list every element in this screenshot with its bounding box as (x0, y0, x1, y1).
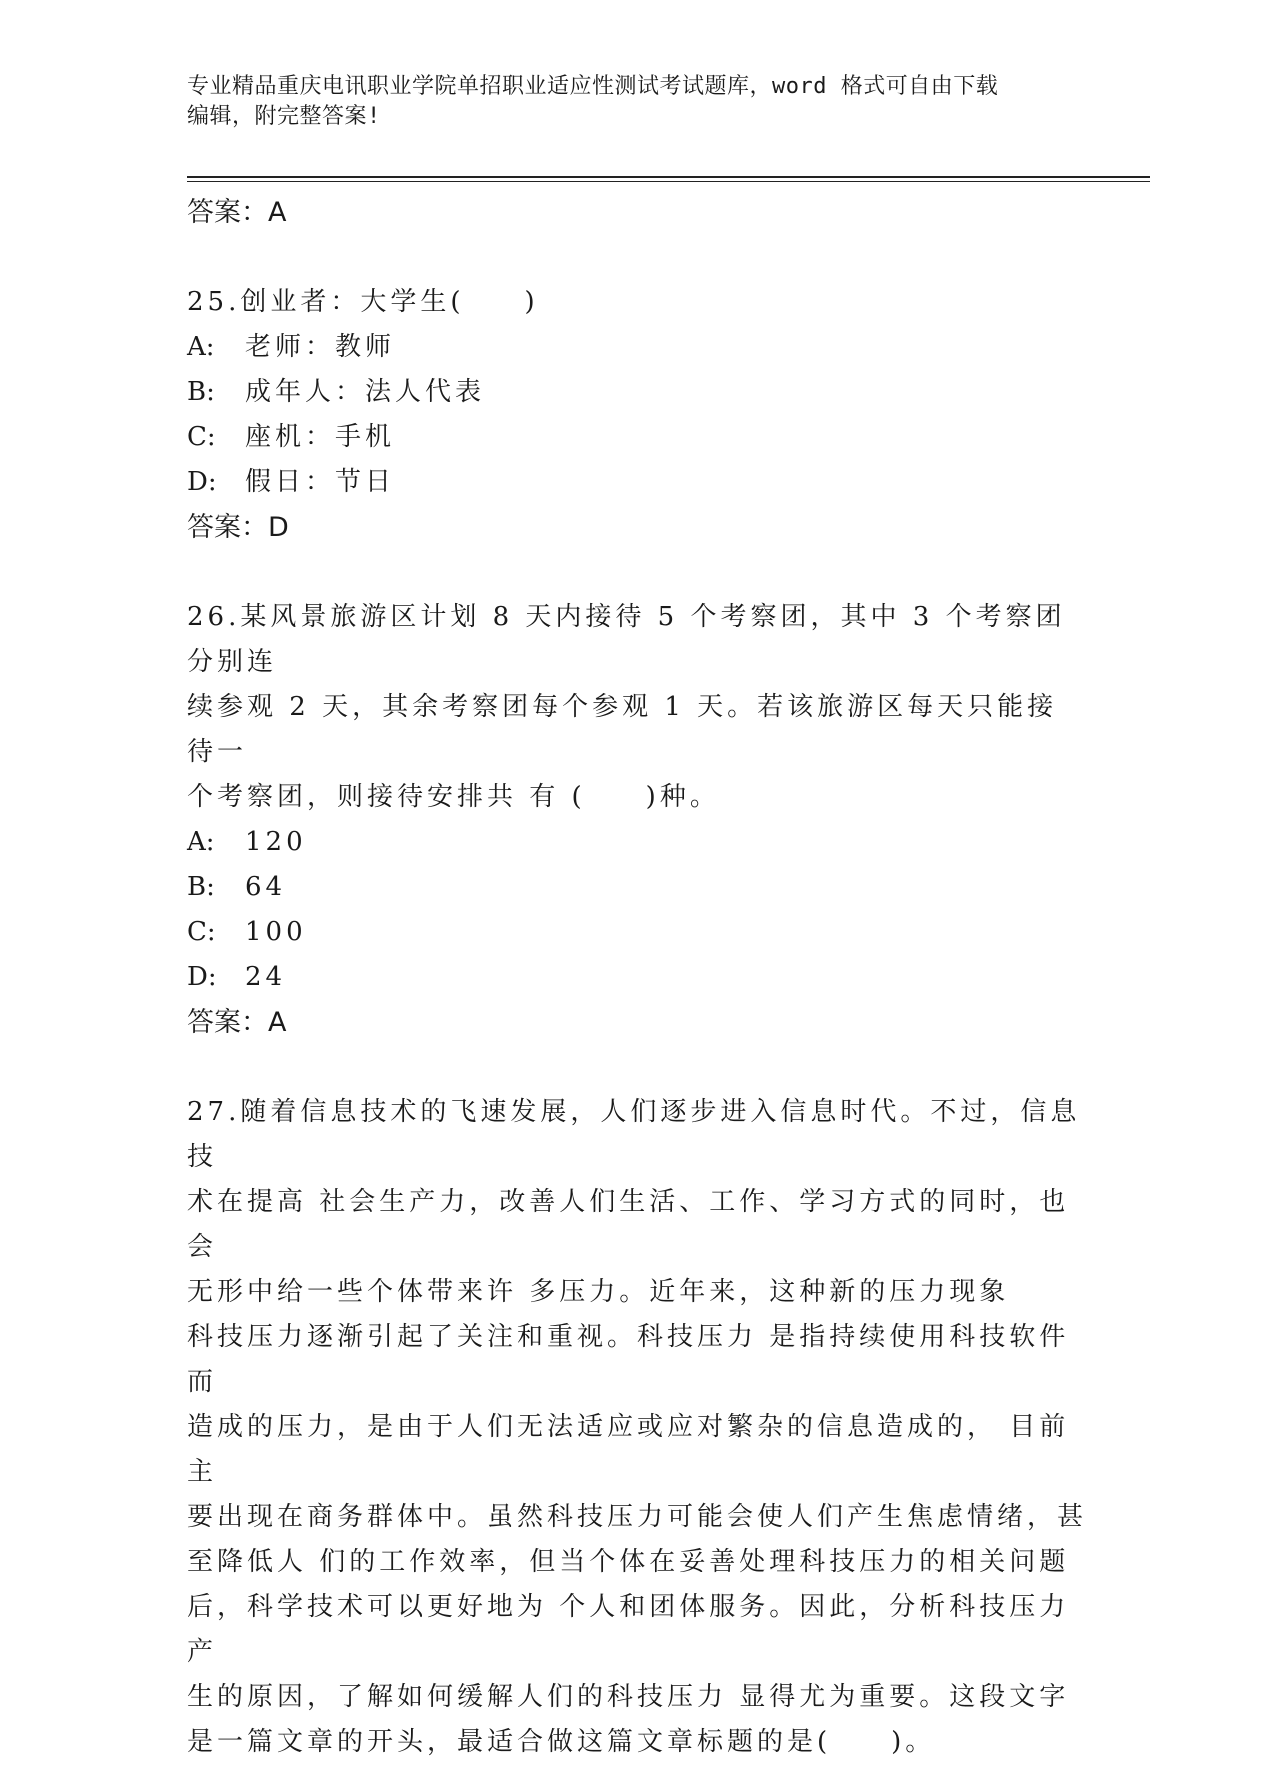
option-text: 100 (245, 917, 307, 947)
question-27-stem-line-4: 科技压力逐渐引起了关注和重视。科技压力 是指持续使用科技软件而 (187, 1322, 1070, 1397)
question-25-option-c (187, 415, 1087, 460)
header-line-2: 编辑，附完整答案! (187, 104, 381, 129)
option-label: D: (187, 467, 217, 497)
question-26-stem-line-2: 续参观 2 天，其余考察团每个参观 1 天。若该旅游区每天只能接待一 (187, 692, 1058, 767)
option-label: B: (187, 872, 215, 902)
question-27-stem-line-8: 后，科学技术可以更好地为 个人和团体服务。因此，分析科技压力产 (187, 1592, 1070, 1667)
option-text: 24 (245, 962, 287, 992)
question-26-answer: 答案：A (187, 1007, 287, 1038)
question-26 (187, 595, 1087, 1046)
option-label: B: (187, 377, 215, 407)
question-26-stem-line-3: 个考察团，则接待安排共 有 ( )种。 (187, 782, 720, 812)
header-line-1: 专业精品重庆电讯职业学院单招职业适应性测试考试题库，word 格式可自由下载 (187, 74, 999, 99)
question-26-option-d (187, 955, 1087, 1000)
question-27-stem-line-6: 要出现在商务群体中。虽然科技压力可能会使人们产生焦虑情绪，甚 (187, 1502, 1088, 1532)
question-27-stem-line-2: 术在提高 社会生产力，改善人们生活、工作、学习方式的同时，也会 (187, 1187, 1070, 1262)
question-27-stem-line-3: 无形中给一些个体带来许 多压力。近年来，这种新的压力现象 (187, 1277, 1010, 1307)
answer-previous: 答案：A (187, 197, 287, 228)
question-27-stem-line-7: 至降低人 们的工作效率，但当个体在妥善处理科技压力的相关问题 (187, 1547, 1070, 1577)
option-label: C: (187, 917, 216, 947)
question-25-option-d (187, 460, 1087, 505)
option-text: 假日：节日 (245, 467, 396, 497)
option-text: 座机：手机 (245, 422, 396, 452)
option-label: D: (187, 962, 217, 992)
question-26-option-c (187, 910, 1087, 955)
option-label: A: (187, 332, 215, 362)
option-text: 老师：教师 (245, 332, 396, 362)
question-25-stem: 25.创业者：大学生( ) (187, 287, 539, 317)
document-body (187, 190, 1087, 1765)
option-label: C: (187, 422, 216, 452)
question-25-answer: 答案：D (187, 512, 289, 543)
header-rule-thin (187, 181, 1150, 182)
question-27-stem-line-10: 是一篇文章的开头，最适合做这篇文章标题的是( )。 (187, 1727, 936, 1757)
question-27 (187, 1090, 1087, 1765)
question-27-stem-line-1: 27.随着信息技术的飞速发展，人们逐步进入信息时代。不过，信息技 (187, 1097, 1081, 1172)
question-26-option-a (187, 820, 1087, 865)
option-text: 64 (245, 872, 287, 902)
question-25-option-a (187, 325, 1087, 370)
question-27-stem-line-5: 造成的压力，是由于人们无法适应或应对繁杂的信息造成的， 目前主 (187, 1412, 1070, 1487)
option-text: 成年人：法人代表 (245, 377, 486, 407)
option-text: 120 (245, 827, 307, 857)
document-header (187, 72, 1087, 132)
header-rule-thick (187, 176, 1150, 178)
question-25-option-b (187, 370, 1087, 415)
option-label: A: (187, 827, 215, 857)
question-26-stem-line-1: 26.某风景旅游区计划 8 天内接待 5 个考察团，其中 3 个考察团分别连 (187, 602, 1066, 677)
question-25 (187, 280, 1087, 551)
question-27-stem-line-9: 生的原因，了解如何缓解人们的科技压力 显得尤为重要。这段文字 (187, 1682, 1070, 1712)
question-26-option-b (187, 865, 1087, 910)
